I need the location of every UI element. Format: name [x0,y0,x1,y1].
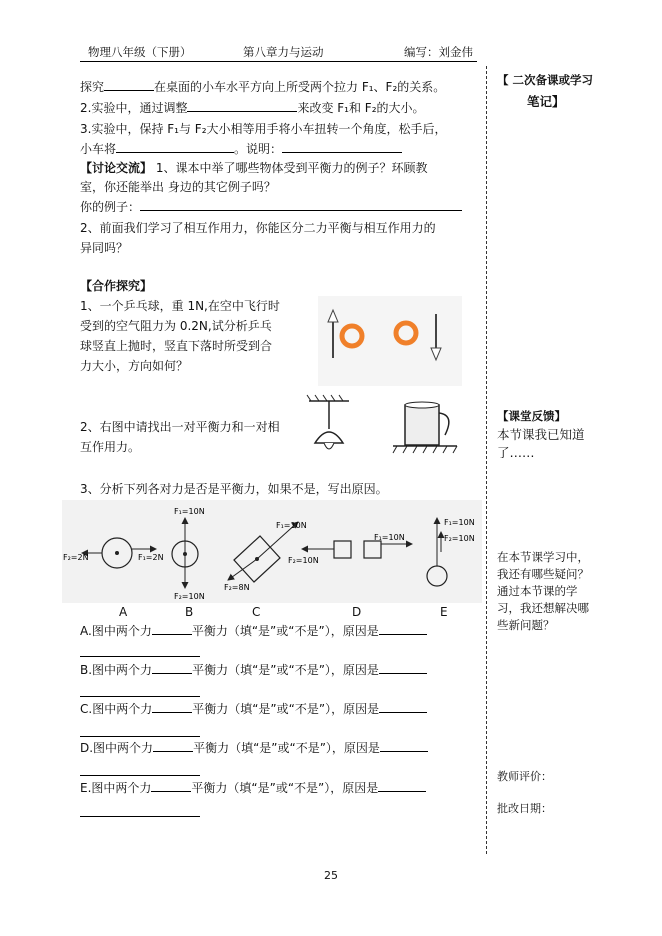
body-line-1: 探究 在桌面的小车水平方向上所受两个拉力 F₁、F₂的关系。 [80,80,446,94]
blank-field[interactable] [379,622,427,635]
label-e-top1: F₁=10N [444,518,475,527]
q1-line: 1、一个乒乓球，重 1N,在空中飞行时 [80,299,280,313]
q1-line: 球竖直上抛时，竖直下落时所受到合 [80,339,273,353]
sidebar-feedback-line: 了…… [497,445,535,460]
figure-label-e: E [440,605,448,619]
label-d-left: F₂=10N [288,556,319,565]
discussion-line-3: 你的例子： [80,198,462,216]
header-author: 编写：刘金伟 [404,45,473,59]
sidebar-question-line: 我还有哪些疑问？ [497,567,589,581]
answer-line-c: C.图中两个力 平衡力（填“是”或“不是”），原因是 [80,700,427,718]
forces-figure [62,500,482,603]
body-line-2: 2.实验中，通过调整 来改变 F₁和 F₂的大小。 [80,101,425,115]
sidebar-question-line: 通过本节课的学 [497,584,578,598]
discussion-heading: 【讨论交流】 [80,161,153,175]
sidebar-divider [486,66,487,854]
label-b-bottom: F₂=10N [174,592,205,601]
label-e-top2: F₂=10N [444,534,475,543]
pingpong-figure [318,296,462,386]
sidebar-question-line: 些新问题？ [497,618,555,632]
label-d-right: F₁=10N [374,533,405,542]
label-a-left: F₂=2N [63,553,89,562]
label-a-right: F₁=2N [138,553,164,562]
blank-field[interactable] [140,198,462,211]
discussion-line-2: 室，你还能举出 身边的其它例子吗？ [80,180,276,194]
blank-field[interactable] [151,779,191,792]
header-chapter: 第八章力与运动 [243,45,324,59]
answer-line-a: A.图中两个力 平衡力（填“是”或“不是”），原因是 [80,622,427,640]
discussion-line-1: 【讨论交流】 1、课本中举了哪些物体受到平衡力的例子？环顾教 [80,161,428,175]
label-b-top: F₁=10N [174,507,205,516]
q1-line: 受到的空气阻力为 0.2N,试分析乒乓 [80,319,272,333]
coop-heading: 【合作探究】 [80,279,153,293]
q1-line: 力大小，方向如何？ [80,359,189,373]
answer-line-extra[interactable] [80,775,200,776]
blank-field[interactable] [379,661,427,674]
sidebar-question-line: 习，我还想解决哪 [497,601,589,615]
body-line-4: 小车将 。说明： [80,140,402,158]
page-number: 25 [324,869,338,882]
blank-field[interactable] [187,99,297,112]
sidebar-feedback-title: 【课堂反馈】 [497,409,566,423]
label-c-top: F₁=10N [276,521,307,530]
blank-field[interactable] [116,140,234,153]
blank-field[interactable] [378,779,426,792]
blank-field[interactable] [104,78,154,91]
q2-line: 2、右图中请找出一对平衡力和一对相 [80,420,280,434]
answer-line-e: E.图中两个力 平衡力（填“是”或“不是”），原因是 [80,779,426,797]
label-c-bottom: F₂=8N [224,583,250,592]
blank-field[interactable] [152,661,192,674]
blank-field[interactable] [282,140,402,153]
figure-label-b: B [185,605,194,619]
header-subject: 物理八年级（下册） [88,45,192,59]
blank-field[interactable] [379,700,427,713]
sidebar-notes-title-2: 笔记】 [527,94,565,109]
sidebar-review-date: 批改日期： [497,802,552,815]
figure-label-a: A [119,605,128,619]
answer-line-extra[interactable] [80,736,200,737]
answer-line-extra[interactable] [80,696,200,697]
header-rule [80,61,477,62]
blank-field[interactable] [153,739,193,752]
figure-label-c: C [252,605,261,619]
discussion-line-5: 异同吗？ [80,241,129,255]
q2-line: 互作用力。 [80,440,141,454]
discussion-line-4: 2、前面我们学习了相互作用力，你能区分二力平衡与相互作用力的 [80,221,436,235]
answer-line-extra[interactable] [80,816,200,817]
sidebar-question-line: 在本节课学习中， [497,550,589,564]
q3-line: 3、分析下列各对力是否是平衡力，如果不是，写出原因。 [80,482,388,496]
hanging-lamp-icon [307,395,349,449]
blank-field[interactable] [380,739,428,752]
blank-field[interactable] [152,700,192,713]
body-line-3: 3.实验中，保持 F₁与 F₂大小相等用手将小车扭转一个角度，松手后， [80,122,447,136]
answer-line-b: B.图中两个力 平衡力（填“是”或“不是”），原因是 [80,661,427,679]
sidebar-feedback-line: 本节课我已知道 [497,427,585,442]
cup-icon [393,402,457,453]
sidebar-teacher-eval: 教师评价： [497,770,552,783]
sidebar-notes-title-1: 【 二次备课或学习 [497,73,594,87]
figure-label-d: D [352,605,362,619]
answer-line-d: D.图中两个力 平衡力（填“是”或“不是”），原因是 [80,739,428,757]
answer-line-extra[interactable] [80,656,200,657]
blank-field[interactable] [152,622,192,635]
lamp-cup-figure [305,393,467,463]
